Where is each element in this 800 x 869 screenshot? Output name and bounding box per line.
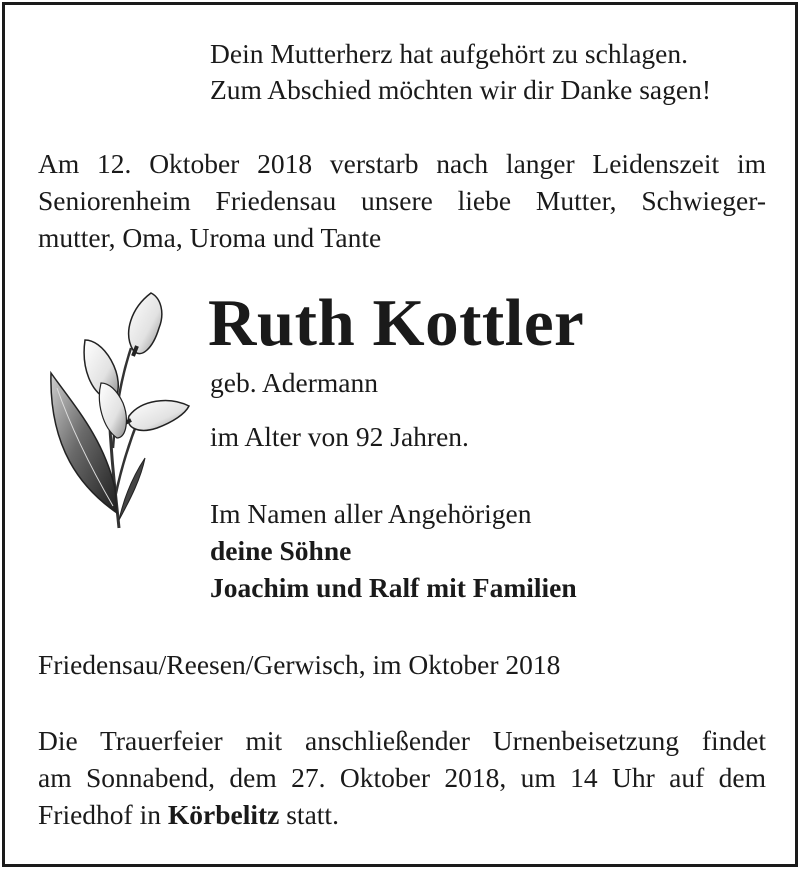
funeral-line-2: am Sonnabend, dem 27. Oktober 2018, um 14 Uhr auf dem: [38, 762, 766, 793]
funeral-line-3-prefix: Friedhof in: [38, 799, 161, 830]
poem-line-1: Dein Mutterherz hat aufgehört zu schlagen.: [210, 38, 689, 69]
mourners-intro: Im Namen aller Angehörigen: [210, 498, 532, 529]
announcement-line-2: Seniorenheim Friedensau unsere liebe Mutter, Schwieger-: [38, 185, 766, 216]
deceased-name: Ruth Kottler: [208, 286, 585, 360]
poem-line-2: Zum Abschied möchten wir dir Danke sagen!: [210, 74, 711, 105]
funeral-line-3: [38, 797, 339, 833]
obituary-frame: [2, 2, 798, 867]
announcement-line-3: mutter, Oma, Uroma und Tante: [38, 222, 382, 253]
birth-name: geb. Adermann: [210, 367, 379, 398]
funeral-location: Körbelitz: [167, 799, 280, 830]
funeral-line-3-suffix: statt.: [286, 799, 339, 830]
mourners-line-1: deine Söhne: [210, 535, 352, 566]
mourners-line-2: Joachim und Ralf mit Familien: [210, 572, 577, 603]
funeral-line-1: Die Trauerfeier mit anschließender Urnenbeisetzung findet: [38, 725, 766, 756]
age: im Alter von 92 Jahren.: [210, 421, 469, 452]
place-date: Friedensau/Reesen/Gerwisch, im Oktober 2018: [38, 649, 561, 680]
calla-lily-icon: [41, 288, 201, 533]
announcement-line-1: Am 12. Oktober 2018 verstarb nach langer Leidenszeit im: [38, 148, 766, 179]
